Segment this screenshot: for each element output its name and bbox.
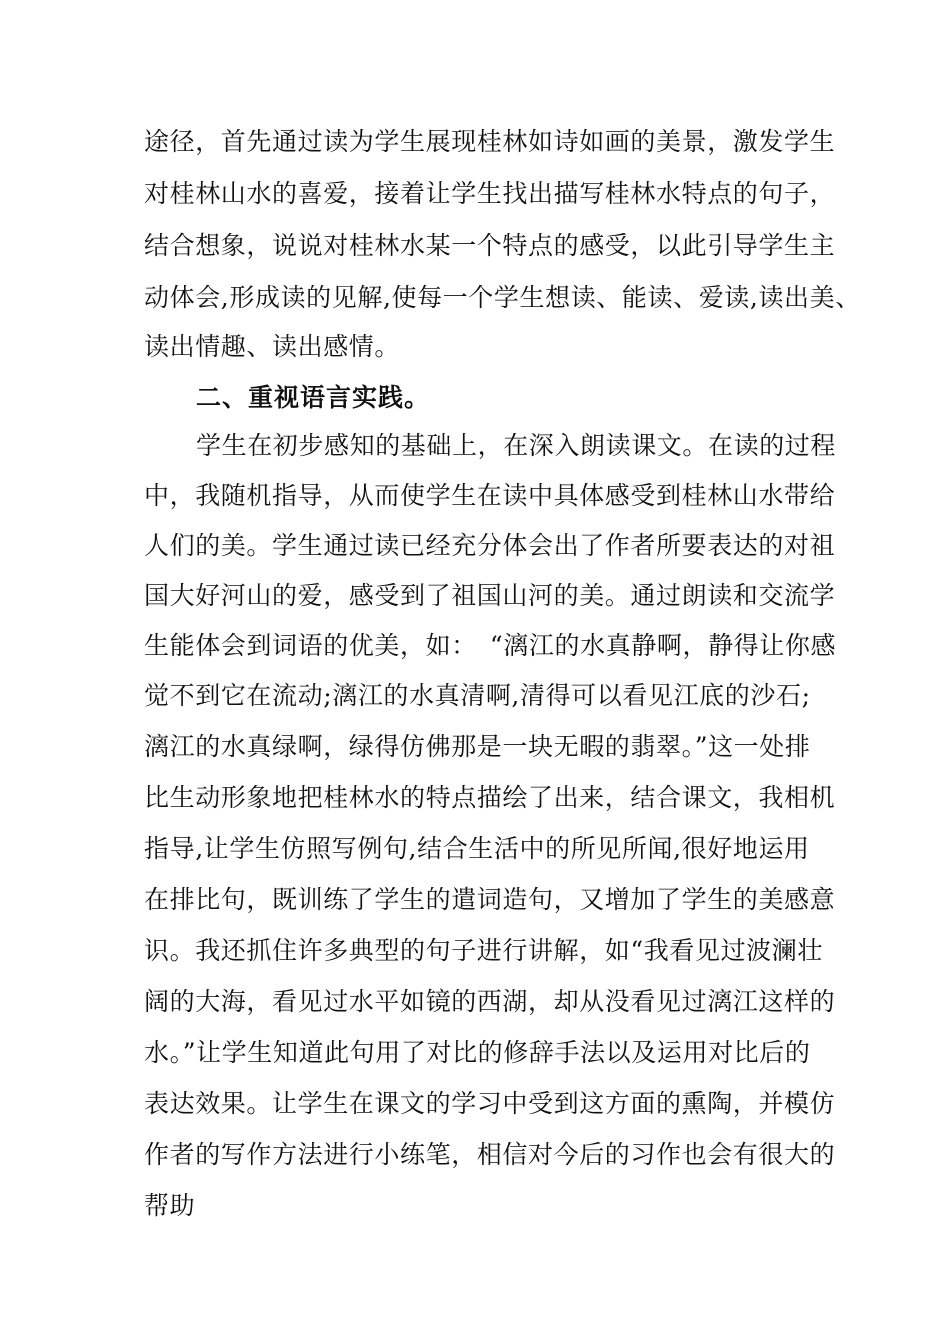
paragraph-line: 结合想象，说说对桂林水某一个特点的感受，以此引导学生主: [144, 231, 836, 260]
paragraph-line: 指导,让学生仿照写例句,结合生活中的所见所闻,很好地运用: [144, 834, 810, 863]
paragraph-line: 人们的美。学生通过读已经充分体会出了作者所要表达的对祖: [144, 531, 836, 560]
paragraph-line: 读出情趣、读出感情。: [144, 332, 401, 361]
paragraph-line: 国大好河山的爱，感受到了祖国山河的美。通过朗读和交流学: [144, 581, 836, 610]
paragraph-line: 漓江的水真绿啊，绿得仿佛那是一块无暇的翡翠。”这一处排: [144, 732, 811, 761]
paragraph-line: 阔的大海，看见过水平如镜的西湖，却从没看见过漓江这样的: [144, 987, 836, 1016]
section-heading: 二、重视语言实践。: [196, 383, 431, 412]
paragraph-line: 对桂林山水的喜爱，接着让学生找出描写桂林水特点的句子，: [144, 179, 836, 208]
paragraph-line: 觉不到它在流动;漓江的水真清啊,清得可以看见江底的沙石;: [144, 681, 811, 710]
paragraph-line: 识。我还抓住许多典型的句子进行讲解，如“我看见过波澜壮: [144, 936, 823, 965]
paragraph-line: 帮助: [144, 1191, 196, 1220]
paragraph-line: 作者的写作方法进行小练笔，相信对今后的习作也会有很大的: [144, 1140, 836, 1169]
paragraph-line: 表达效果。让学生在课文的学习中受到这方面的熏陶，并模仿: [144, 1089, 836, 1118]
paragraph-line: 在排比句，既训练了学生的遣词造句，又增加了学生的美感意: [144, 885, 836, 914]
paragraph-line: 水。”让学生知道此句用了对比的修辞手法以及运用对比后的: [144, 1038, 811, 1067]
paragraph-line: 中，我随机指导，从而使学生在读中具体感受到桂林山水带给: [144, 481, 836, 510]
paragraph-line: 比生动形象地把桂林水的特点描绘了出来，结合课文，我相机: [144, 783, 836, 812]
paragraph-line: 动体会,形成读的见解,使每一个学生想读、能读、爱读,读出美、: [144, 283, 861, 312]
paragraph-line: 生能体会到词语的优美，如： “漓江的水真静啊，静得让你感: [144, 631, 837, 660]
paragraph-line: 学生在初步感知的基础上，在深入朗读课文。在读的过程: [196, 431, 837, 460]
paragraph-line: 途径，首先通过读为学生展现桂林如诗如画的美景，激发学生: [144, 127, 836, 156]
